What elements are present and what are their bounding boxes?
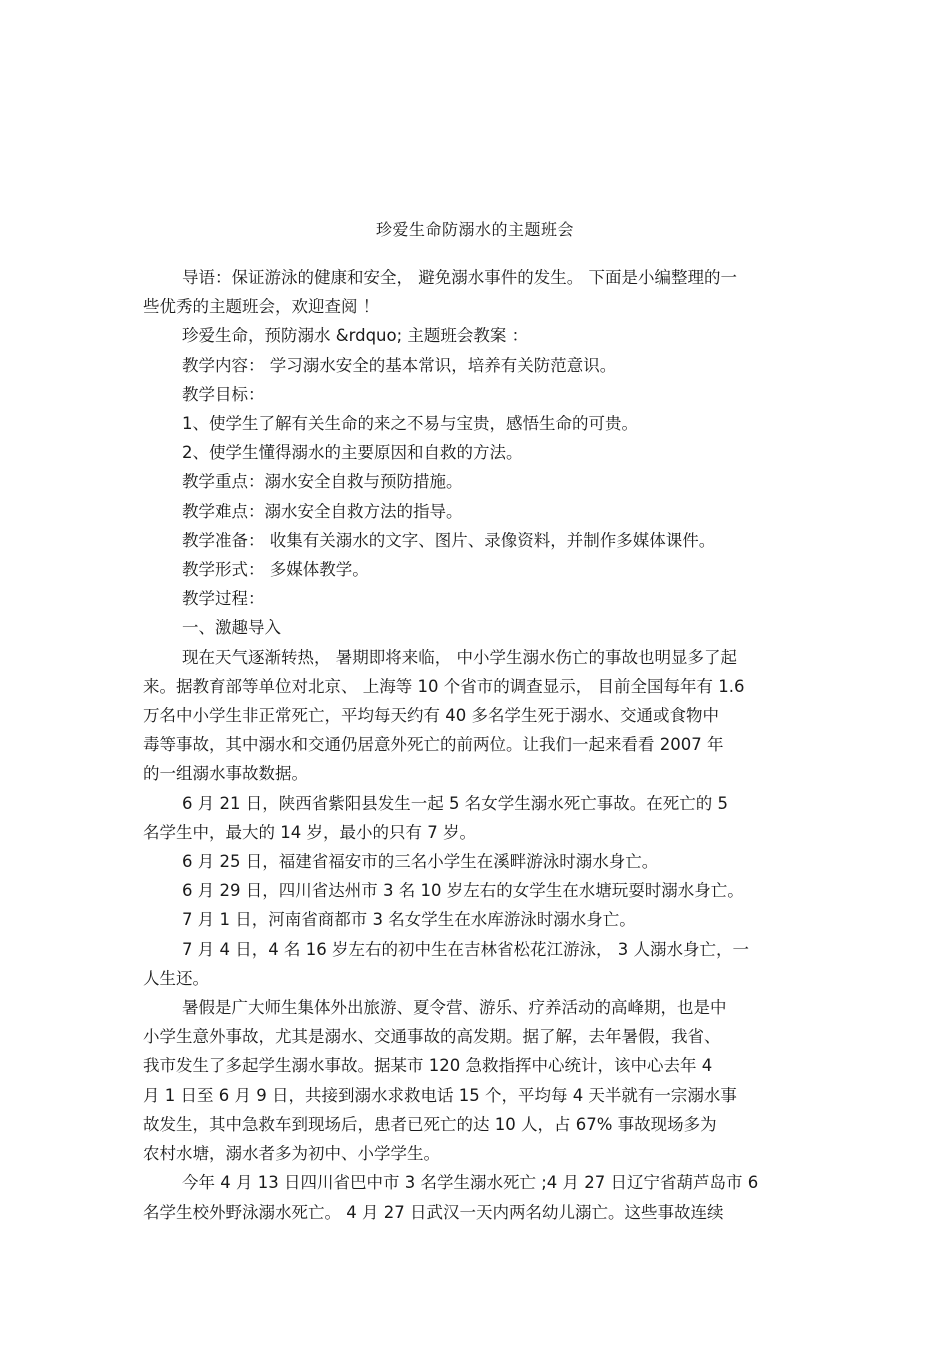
text-line: 月 1 日至 6 月 9 日，共接到溺水求救电话 15 个，平均每 4 天半就有一宗溺水事 bbox=[143, 1085, 737, 1105]
text-line: 我市发生了多起学生溺水事故。据某市 120 急救指挥中心统计，该中心去年 4 bbox=[143, 1056, 713, 1076]
text-line: 6 月 25 日，福建省福安市的三名小学生在溪畔游泳时溺水身亡。 bbox=[182, 852, 659, 872]
text-line: 暑假是广大师生集体外出旅游、夏令营、游乐、疗养活动的高峰期，也是中 bbox=[182, 998, 727, 1018]
text-line: 毒等事故，其中溺水和交通仍居意外死亡的前两位。让我们一起来看看 2007 年 bbox=[143, 735, 724, 755]
text-line: 教学内容： 学习溺水安全的基本常识，培养有关防范意识。 bbox=[182, 355, 617, 375]
text-line: 7 月 4 日，4 名 16 岁左右的初中生在吉林省松花江游泳， 3 人溺水身亡，一 bbox=[182, 939, 749, 959]
text-line: 名学生校外野泳溺水死亡。 4 月 27 日武汉一天内两名幼儿溺亡。这些事故连续 bbox=[143, 1202, 724, 1222]
text-line: 教学形式： 多媒体教学。 bbox=[182, 560, 369, 580]
text-line: 教学重点：溺水安全自救与预防措施。 bbox=[182, 472, 463, 492]
text-line: 万名中小学生非正常死亡，平均每天约有 40 多名学生死于溺水、交通或食物中 bbox=[143, 706, 719, 726]
text-line: 1、使学生了解有关生命的来之不易与宝贵，感悟生命的可贵。 bbox=[182, 414, 638, 434]
text-line: 农村水塘，溺水者多为初中、小学学生。 bbox=[143, 1144, 440, 1164]
text-line: 7 月 1 日，河南省商都市 3 名女学生在水库游泳时溺水身亡。 bbox=[182, 910, 636, 930]
text-line: 教学难点：溺水安全自救方法的指导。 bbox=[182, 501, 463, 521]
text-line: 教学准备： 收集有关溺水的文字、图片、录像资料，并制作多媒体课件。 bbox=[182, 530, 716, 550]
text-line: 小学生意外事故，尤其是溺水、交通事故的高发期。据了解，去年暑假，我省、 bbox=[143, 1027, 721, 1047]
text-line: 6 月 21 日，陕西省紫阳县发生一起 5 名女学生溺水死亡事故。在死亡的 5 bbox=[182, 793, 728, 813]
document-title: 珍爱生命防溺水的主题班会 bbox=[375, 220, 574, 239]
text-line: 现在天气逐渐转热， 暑期即将来临， 中小学生溺水伤亡的事故也明显多了起 bbox=[182, 647, 737, 667]
text-line: 些优秀的主题班会，欢迎查阅 ！ bbox=[143, 297, 380, 317]
document-body bbox=[143, 263, 807, 1227]
text-line: 2、使学生懂得溺水的主要原因和自救的方法。 bbox=[182, 443, 523, 463]
text-line: 6 月 29 日，四川省达州市 3 名 10 岁左右的女学生在水塘玩耍时溺水身亡。 bbox=[182, 881, 744, 901]
text-line: 教学目标： bbox=[182, 384, 265, 404]
text-line: 导语：保证游泳的健康和安全， 避免溺水事件的发生。 下面是小编整理的一 bbox=[182, 268, 737, 287]
text-line: 教学过程： bbox=[182, 589, 265, 609]
text-line: 名学生中，最大的 14 岁，最小的只有 7 岁。 bbox=[143, 822, 476, 842]
text-line: 一、激趣导入 bbox=[182, 618, 281, 638]
text-line: 珍爱生命，预防溺水 &rdquo; 主题班会教案 ： bbox=[182, 326, 529, 346]
text-line: 的一组溺水事故数据。 bbox=[143, 764, 308, 784]
text-line: 人生还。 bbox=[143, 968, 209, 988]
text-line: 来。据教育部等单位对北京、 上海等 10 个省市的调查显示， 目前全国每年有 1.6 bbox=[143, 676, 745, 696]
text-line: 今年 4 月 13 日四川省巴中市 3 名学生溺水死亡 ;4 月 27 日辽宁省葫芦岛市 6 bbox=[182, 1173, 759, 1193]
text-line: 故发生，其中急救车到现场后，患者已死亡的达 10 人，占 67% 事故现场多为 bbox=[143, 1114, 717, 1134]
